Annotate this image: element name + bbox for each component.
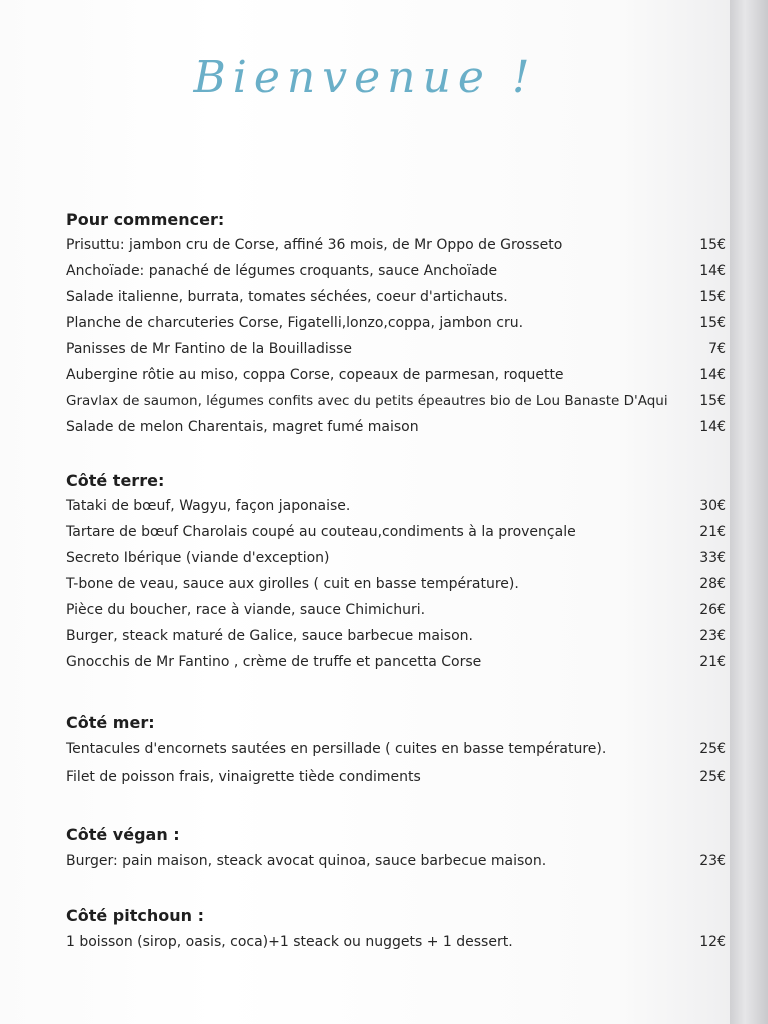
section-cote-mer	[66, 711, 726, 791]
item-price: 15€	[699, 237, 726, 253]
item-price: 23€	[699, 853, 726, 869]
menu-title: Bienvenue !	[193, 52, 537, 103]
item-description: Tataki de bœuf, Wagyu, façon japonaise.	[66, 498, 351, 514]
menu-item	[66, 763, 726, 791]
item-price: 30€	[699, 498, 726, 514]
item-description: Aubergine rôtie au miso, coppa Corse, copeaux de parmesan, roquette	[66, 367, 564, 383]
menu-item	[66, 847, 726, 875]
menu-item	[66, 735, 726, 763]
item-price: 15€	[699, 289, 726, 305]
item-price: 14€	[699, 419, 726, 435]
item-price: 23€	[699, 628, 726, 644]
menu-item	[66, 623, 726, 649]
section-heading: Côté terre:	[66, 471, 165, 490]
section-heading: Pour commencer:	[66, 210, 225, 229]
item-price: 25€	[699, 741, 726, 757]
item-price: 21€	[699, 654, 726, 670]
menu-item	[66, 928, 726, 956]
item-description: Panisses de Mr Fantino de la Bouilladisse	[66, 341, 352, 357]
menu-item	[66, 545, 726, 571]
item-description: Salade de melon Charentais, magret fumé maison	[66, 419, 419, 435]
item-price: 15€	[699, 393, 726, 409]
section-pour-commencer	[66, 208, 726, 440]
item-description: Planche de charcuteries Corse, Figatelli,lonzo,coppa, jambon cru.	[66, 315, 524, 331]
menu-item	[66, 597, 726, 623]
menu-item	[66, 362, 726, 388]
menu-item	[66, 336, 726, 362]
menu-item	[66, 493, 726, 519]
item-price: 14€	[699, 367, 726, 383]
item-price: 12€	[699, 934, 726, 950]
item-price: 21€	[699, 524, 726, 540]
item-price: 7€	[708, 341, 726, 357]
item-description: Gravlax de saumon, légumes confits avec du petits épeautres bio de Lou Banaste D'Aqui	[66, 393, 668, 409]
section-cote-pitchoun	[66, 904, 726, 956]
item-description: Anchoïade: panaché de légumes croquants, sauce Anchoïade	[66, 263, 498, 279]
menu-item	[66, 388, 726, 414]
item-description: Tartare de bœuf Charolais coupé au couteau,condiments à la provençale	[66, 524, 576, 540]
item-description: Gnocchis de Mr Fantino , crème de truffe et pancetta Corse	[66, 654, 482, 670]
item-price: 15€	[699, 315, 726, 331]
section-cote-vegan	[66, 823, 726, 875]
item-description: Burger, steack maturé de Galice, sauce barbecue maison.	[66, 628, 473, 644]
menu-item	[66, 232, 726, 258]
menu-item	[66, 258, 726, 284]
menu-item	[66, 571, 726, 597]
item-description: Filet de poisson frais, vinaigrette tiède condiments	[66, 769, 421, 785]
item-description: Prisuttu: jambon cru de Corse, affiné 36 mois, de Mr Oppo de Grosseto	[66, 237, 563, 253]
item-price: 25€	[699, 769, 726, 785]
item-description: 1 boisson (sirop, oasis, coca)+1 steack ou nuggets + 1 dessert.	[66, 934, 513, 950]
menu-item	[66, 310, 726, 336]
menu-item	[66, 284, 726, 310]
menu-item	[66, 414, 726, 440]
section-heading: Côté pitchoun :	[66, 906, 205, 925]
menu-item	[66, 649, 726, 675]
item-price: 26€	[699, 602, 726, 618]
item-description: Secreto Ibérique (viande d'exception)	[66, 550, 330, 566]
item-description: Burger: pain maison, steack avocat quinoa, sauce barbecue maison.	[66, 853, 547, 869]
item-price: 28€	[699, 576, 726, 592]
section-cote-terre	[66, 469, 726, 675]
item-description: T-bone de veau, sauce aux girolles ( cuit en basse température).	[66, 576, 519, 592]
menu-item	[66, 519, 726, 545]
section-heading: Côté végan :	[66, 825, 180, 844]
item-description: Pièce du boucher, race à viande, sauce Chimichuri.	[66, 602, 426, 618]
item-price: 14€	[699, 263, 726, 279]
item-description: Salade italienne, burrata, tomates séchées, coeur d'artichauts.	[66, 289, 508, 305]
menu-sleeve-edge	[730, 0, 768, 1024]
item-price: 33€	[699, 550, 726, 566]
section-heading: Côté mer:	[66, 713, 155, 732]
item-description: Tentacules d'encornets sautées en persillade ( cuites en basse température).	[66, 741, 607, 757]
